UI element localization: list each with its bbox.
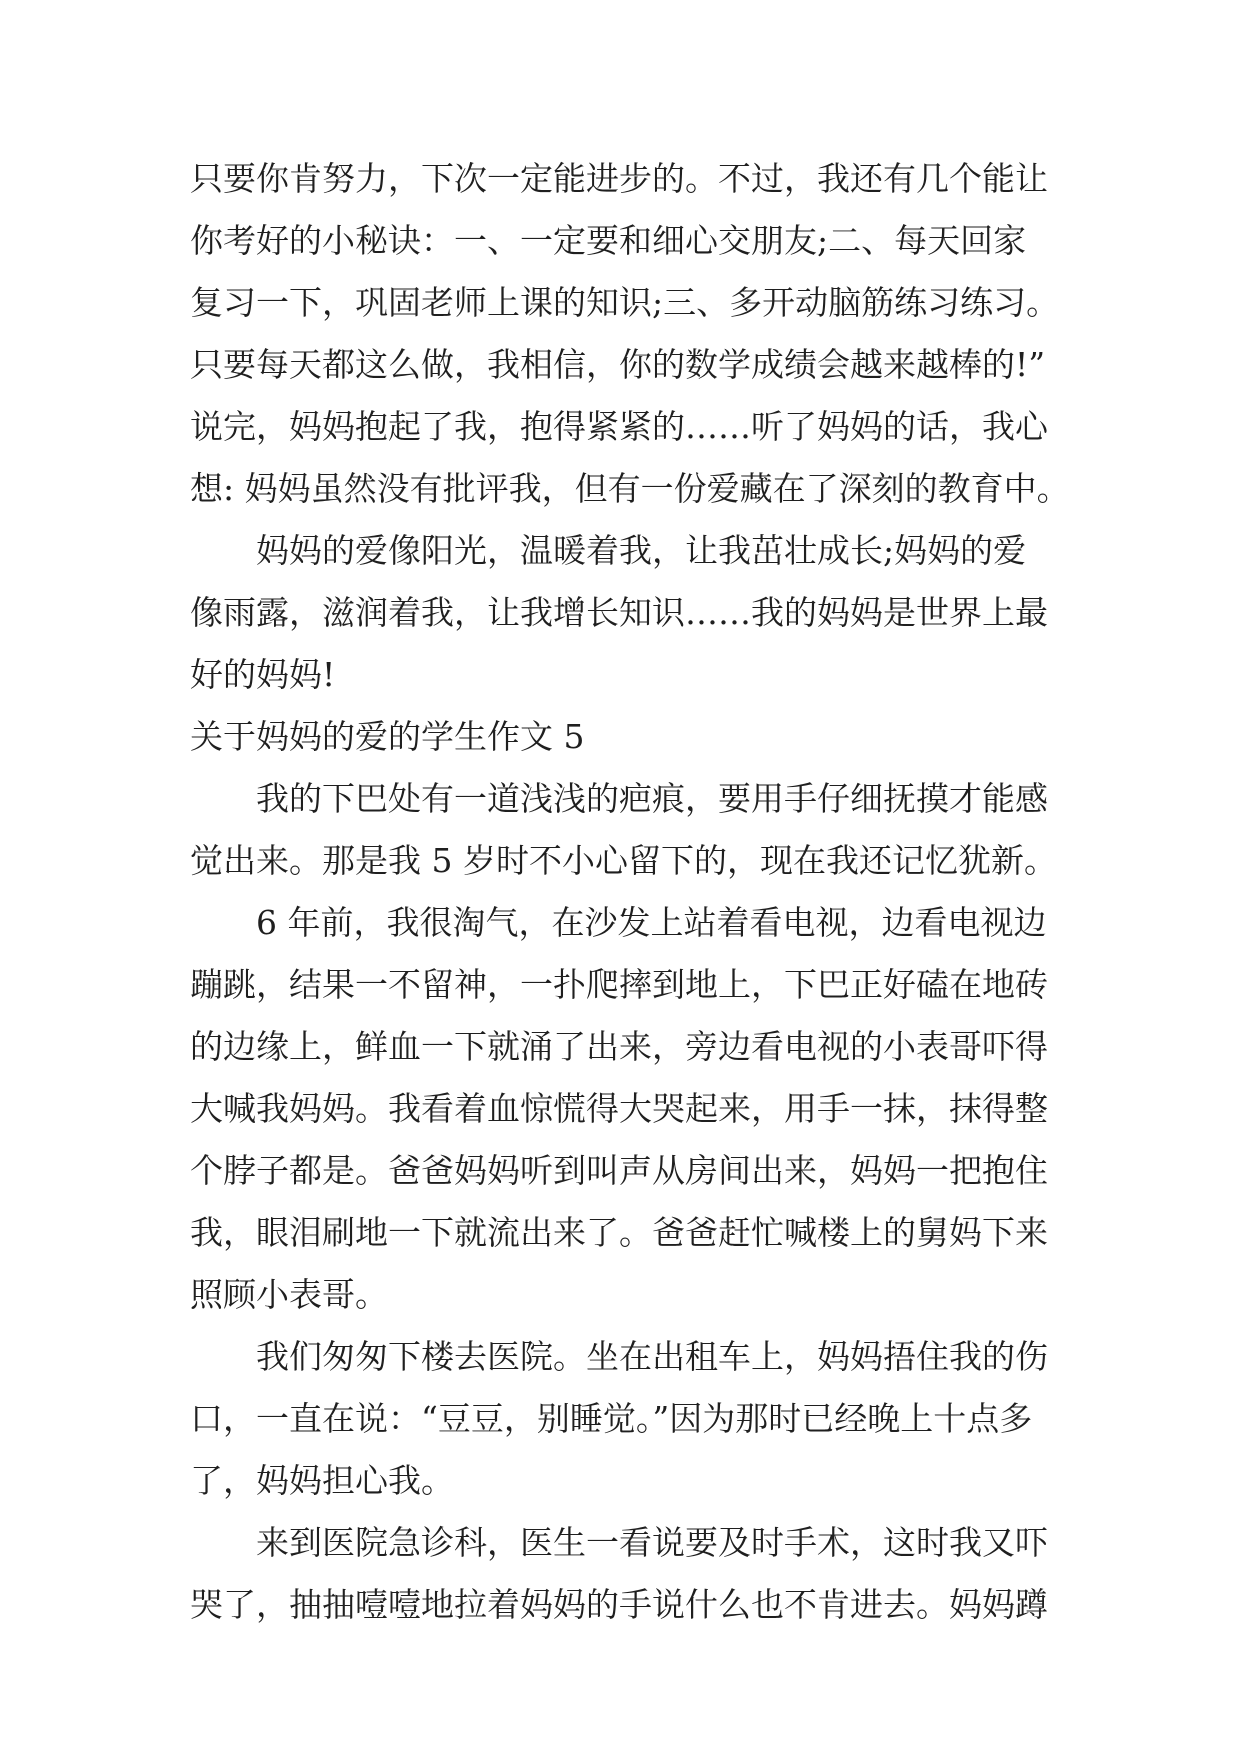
text-line: 只要每天都这么做，我相信，你的数学成绩会越来越棒的!” [190,345,1046,384]
paragraph-start-line: 我的下巴处有一道浅浅的疤痕，要用手仔细抚摸才能感 [256,779,1048,818]
section-heading: 关于妈妈的爱的学生作文 5 [190,717,585,756]
text-line: 只要你肯努力，下次一定能进步的。不过，我还有几个能让 [190,159,1048,198]
text-line: 像雨露，滋润着我，让我增长知识……我的妈妈是世界上最 [190,593,1048,632]
text-line: 哭了，抽抽噎噎地拉着妈妈的手说什么也不肯进去。妈妈蹲 [190,1585,1048,1624]
text-line: 我，眼泪刷地一下就流出来了。爸爸赶忙喊楼上的舅妈下来 [190,1213,1048,1252]
text-line: 觉出来。那是我 5 岁时不小心留下的，现在我还记忆犹新。 [190,841,1057,880]
text-line: 想: 妈妈虽然没有批评我，但有一份爱藏在了深刻的教育中。 [190,469,1070,508]
text-line: 复习一下，巩固老师上课的知识;三、多开动脑筋练习练习。 [190,283,1060,322]
essay-text [190,148,1070,1636]
paragraph-start-line: 妈妈的爱像阳光，温暖着我，让我茁壮成长;妈妈的爱 [256,531,1027,570]
text-line: 了，妈妈担心我。 [190,1461,454,1500]
text-line: 大喊我妈妈。我看着血惊慌得大哭起来，用手一抹，抹得整 [190,1089,1048,1128]
text-line: 口，一直在说：“豆豆，别睡觉。”因为那时已经晚上十点多 [190,1399,1033,1438]
text-line: 照顾小表哥。 [190,1275,388,1314]
text-line: 的边缘上，鲜血一下就涌了出来，旁边看电视的小表哥吓得 [190,1027,1048,1066]
text-line: 你考好的小秘诀：一、一定要和细心交朋友;二、每天回家 [190,221,1027,260]
paragraph-start-line: 我们匆匆下楼去医院。坐在出租车上，妈妈捂住我的伤 [256,1337,1048,1376]
text-line: 好的妈妈! [190,655,336,694]
text-line: 个脖子都是。爸爸妈妈听到叫声从房间出来，妈妈一把抱住 [190,1151,1048,1190]
text-line: 说完，妈妈抱起了我，抱得紧紧的……听了妈妈的话，我心 [190,407,1048,446]
text-line: 蹦跳，结果一不留神，一扑爬摔到地上，下巴正好磕在地砖 [190,965,1048,1004]
paragraph-start-line: 6 年前，我很淘气，在沙发上站着看电视，边看电视边 [256,903,1047,942]
paragraph-start-line: 来到医院急诊科，医生一看说要及时手术，这时我又吓 [256,1523,1048,1562]
